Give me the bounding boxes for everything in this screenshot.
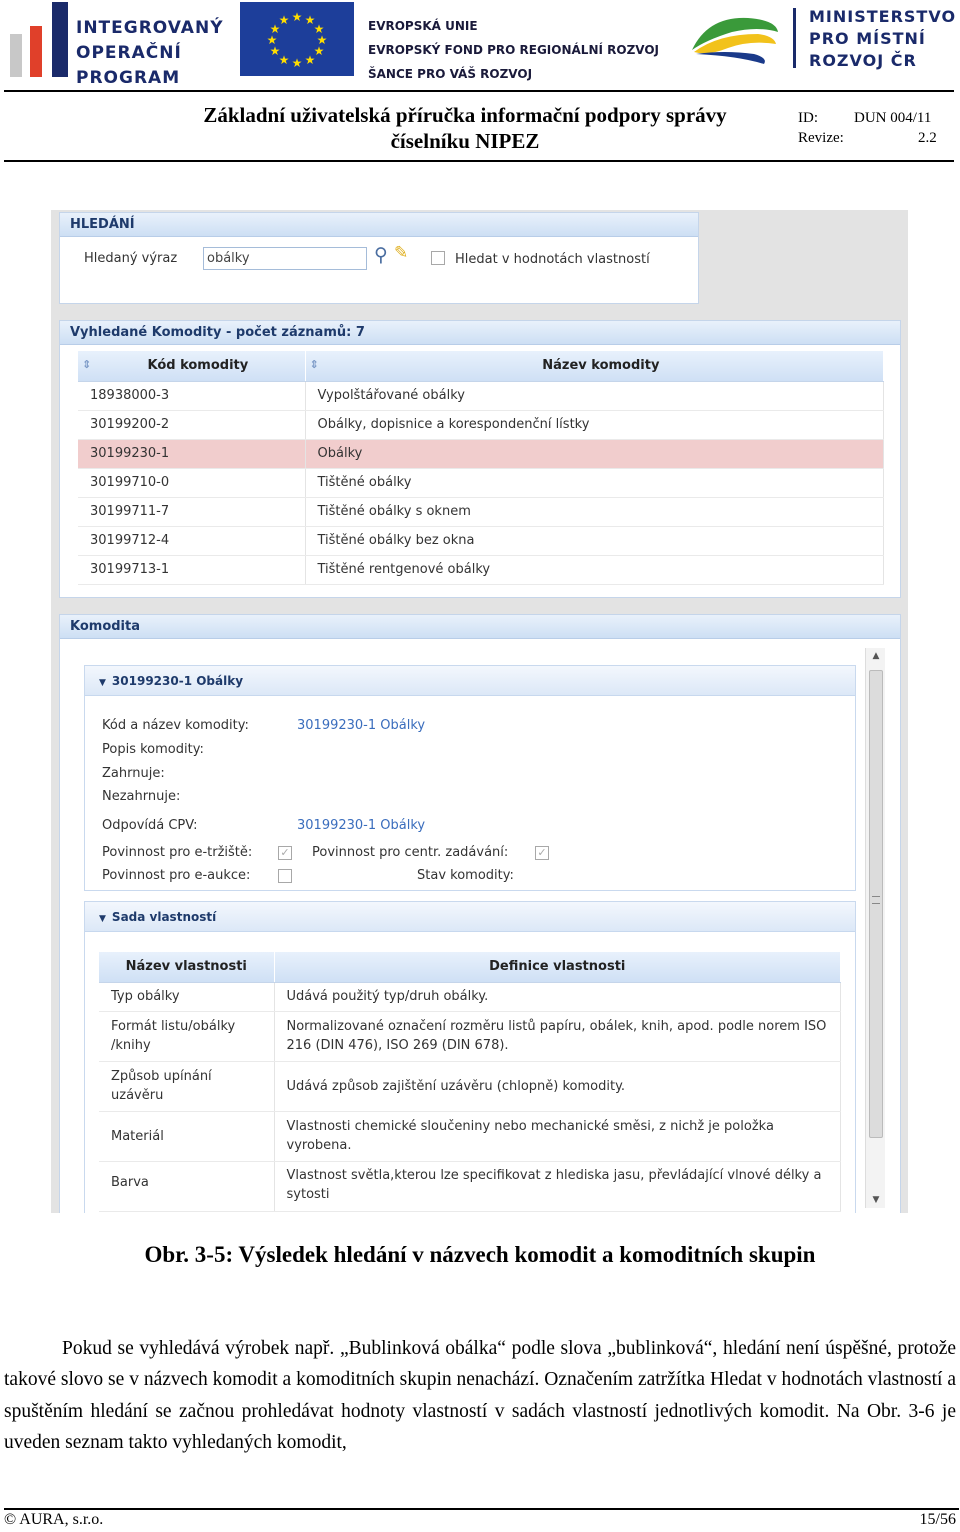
mmr-line: ROZVOJ ČR [809,51,917,70]
collapse-icon[interactable]: ▼ [99,678,106,688]
paragraph-text: Pokud se vyhledává výrobek např. „Bublinková obálka“ podle slova „bublinková“, hledání není úspěšné, protože takové slovo se v názvech komodit a komoditních skupin nenachází. Označením zatržítka Hledat v hodnotách vlastností a spuštěním hledání se začnou prohledávat hodnoty vlastností v sadách vlastností jednotlivých komodit. Na Obr. 3-6 je uveden seznam takto vyhledaných komodit, [4,1338,956,1453]
search-panel [59,212,699,304]
state-label: Stav komodity: [417,868,514,883]
properties-section [84,901,856,1213]
svg-text:★: ★ [291,10,303,24]
scroll-down-icon[interactable]: ▼ [872,1195,880,1205]
cell-property-definition: Normalizované označení rozměru listů papíru, obálek, knih, apod. podle norem ISO 216 (DIN 476), ISO 269 (DIN 678). [274,1011,841,1061]
table-row[interactable] [99,982,841,1011]
search-label: Hledaný výraz [84,251,178,266]
cell-property-name: Materiál [99,1111,274,1161]
cell-code: 30199712-4 [78,526,305,555]
mmr-line: MINISTERSTVO [809,7,957,26]
cell-property-definition: Vlastnost světla,kterou lze specifikovat z hlediska jasu, převládající vlnové délky a sytosti [274,1161,841,1211]
results-panel-header: Vyhledané Komodity - počet záznamů: 7 [60,321,900,345]
iop-logo [8,2,224,88]
cell-code: 18938000-3 [78,381,305,410]
table-row[interactable] [99,1161,841,1211]
excludes-label: Nezahrnuje: [102,789,181,804]
svg-text:★: ★ [278,13,290,27]
figure-caption: Obr. 3-5: Výsledek hledání v názvech komodit a komoditních skupin [144,1242,816,1267]
eu-stars-icon [240,2,354,76]
commodity-section-header[interactable] [85,666,855,696]
iop-line: PROGRAM [76,68,181,88]
revision-value: 2.2 [918,130,937,146]
sort-icon[interactable]: ⇕ [82,358,92,372]
scrollbar-thumb[interactable] [869,670,883,1138]
results-table [78,351,884,585]
cell-code: 30199710-0 [78,468,305,497]
table-row[interactable] [78,526,884,555]
sort-icon[interactable]: ⇕ [309,358,319,372]
cell-name: Obálky [305,439,884,468]
app-screenshot [51,210,908,1213]
iop-line: INTEGROVANÝ [76,18,224,38]
eu-text [368,14,659,86]
cell-code: 30199200-2 [78,410,305,439]
description-label: Popis komodity: [102,742,204,757]
mmr-line: PRO MÍSTNÍ [809,29,926,48]
page-number: 15/56 [919,1511,956,1528]
table-row[interactable] [78,468,884,497]
table-row-selected[interactable] [78,439,884,468]
cell-code: 30199713-1 [78,555,305,584]
id-value: DUN 004/11 [854,110,932,126]
eauction-checkbox [278,869,292,883]
header-bottom-rule [4,160,954,162]
search-input[interactable] [203,247,367,270]
footer-rule [4,1508,959,1510]
cell-property-name: Formát listu/obálky /knihy [99,1011,274,1061]
column-header-label: Kód komodity [147,358,249,374]
cell-name: Tištěné obálky bez okna [305,526,884,555]
code-name-link[interactable]: 30199230-1 Obálky [297,718,426,733]
eu-line: ŠANCE PRO VÁŠ ROZVOJ [368,67,533,81]
search-properties-label: Hledat v hodnotách vlastností [455,252,650,267]
column-header-name[interactable] [305,351,884,381]
table-row[interactable] [78,381,884,410]
svg-text:★: ★ [278,53,290,67]
results-panel [59,320,901,598]
table-row[interactable] [99,1061,841,1111]
cell-name: Obálky, dopisnice a korespondenční lístky [305,410,884,439]
document-title [170,102,760,154]
footer-copyright: © AURA, s.r.o. [4,1511,104,1528]
mmr-text [809,6,956,72]
logo-divider [793,8,796,68]
table-row[interactable] [99,1111,841,1161]
column-header-label: Definice vlastnosti [489,959,626,975]
cell-property-name: Barva [99,1161,274,1211]
clear-icon[interactable]: ✎ [394,243,409,263]
cell-name: Vypolštářované obálky [305,381,884,410]
svg-text:★: ★ [269,22,281,36]
title-line: Základní uživatelská příručka informační podpory správy [203,103,727,127]
cell-code: 30199711-7 [78,497,305,526]
cell-name: Tištěné rentgenové obálky [305,555,884,584]
eauction-label: Povinnost pro e-aukce: [102,868,251,883]
cell-property-definition: Udává způsob zajištění uzávěru (chlopně) komodity. [274,1061,841,1111]
eu-flag-logo [240,2,354,76]
cpv-label: Odpovídá CPV: [102,818,198,833]
collapse-icon[interactable]: ▼ [99,914,106,924]
central-label: Povinnost pro centr. zadávání: [312,845,509,860]
properties-table [99,952,841,1212]
cell-property-name: Typ obálky [99,982,274,1011]
column-header-label: Název vlastnosti [125,959,247,975]
header-rule [4,90,954,92]
body-paragraph [4,1333,956,1458]
mmr-logo-icon [688,10,780,66]
table-row[interactable] [99,1011,841,1061]
table-row[interactable] [78,497,884,526]
eu-line: EVROPSKÝ FOND PRO REGIONÁLNÍ ROZVOJ [368,43,660,57]
central-checkbox: ✓ [535,846,549,860]
cell-code: 30199230-1 [78,439,305,468]
properties-section-header[interactable] [85,902,855,932]
search-icon[interactable]: ⚲ [374,244,388,266]
revision-label: Revize: [798,130,844,146]
column-header-property-definition[interactable] [274,952,841,982]
title-line: číselníku NIPEZ [390,129,540,153]
svg-text:★: ★ [316,33,328,47]
cell-name: Tištěné obálky s oknem [305,497,884,526]
column-header-code[interactable] [78,351,305,381]
grip-icon [872,896,880,904]
iop-line: OPERAČNÍ [76,43,182,63]
svg-text:★: ★ [269,44,281,58]
commodity-section [84,665,856,891]
code-name-label: Kód a název komodity: [102,718,249,733]
cpv-link[interactable]: 30199230-1 Obálky [297,818,426,833]
svg-text:★: ★ [266,33,278,47]
commodity-panel [59,614,901,1213]
column-header-property-name[interactable] [99,952,274,982]
scrollbar[interactable] [865,648,885,1208]
emarket-checkbox: ✓ [278,846,292,860]
table-row[interactable] [78,555,884,584]
svg-text:★: ★ [313,22,325,36]
search-properties-checkbox[interactable] [431,251,445,265]
eu-line: EVROPSKÁ UNIE [368,19,478,33]
search-panel-header: HLEDÁNÍ [60,213,698,237]
cell-property-definition: Udává použitý typ/druh obálky. [274,982,841,1011]
svg-text:★: ★ [304,13,316,27]
column-header-label: Název komodity [542,358,660,374]
cell-property-definition: Vlastnosti chemické sloučeniny nebo mechanické směsi, z nichž je položka vyrobena. [274,1111,841,1161]
id-label: ID: [798,110,818,126]
commodity-panel-header: Komodita [60,615,900,639]
section-title: 30199230-1 Obálky [111,674,244,688]
includes-label: Zahrnuje: [102,766,165,781]
emarket-label: Povinnost pro e-tržiště: [102,845,253,860]
table-row[interactable] [78,410,884,439]
svg-text:★: ★ [304,53,316,67]
cell-name: Tištěné obálky [305,468,884,497]
scroll-up-icon[interactable]: ▲ [872,651,880,661]
section-title: Sada vlastností [111,910,217,924]
svg-text:★: ★ [291,56,303,70]
cell-property-name: Způsob upínání uzávěru [99,1061,274,1111]
svg-text:★: ★ [313,44,325,58]
